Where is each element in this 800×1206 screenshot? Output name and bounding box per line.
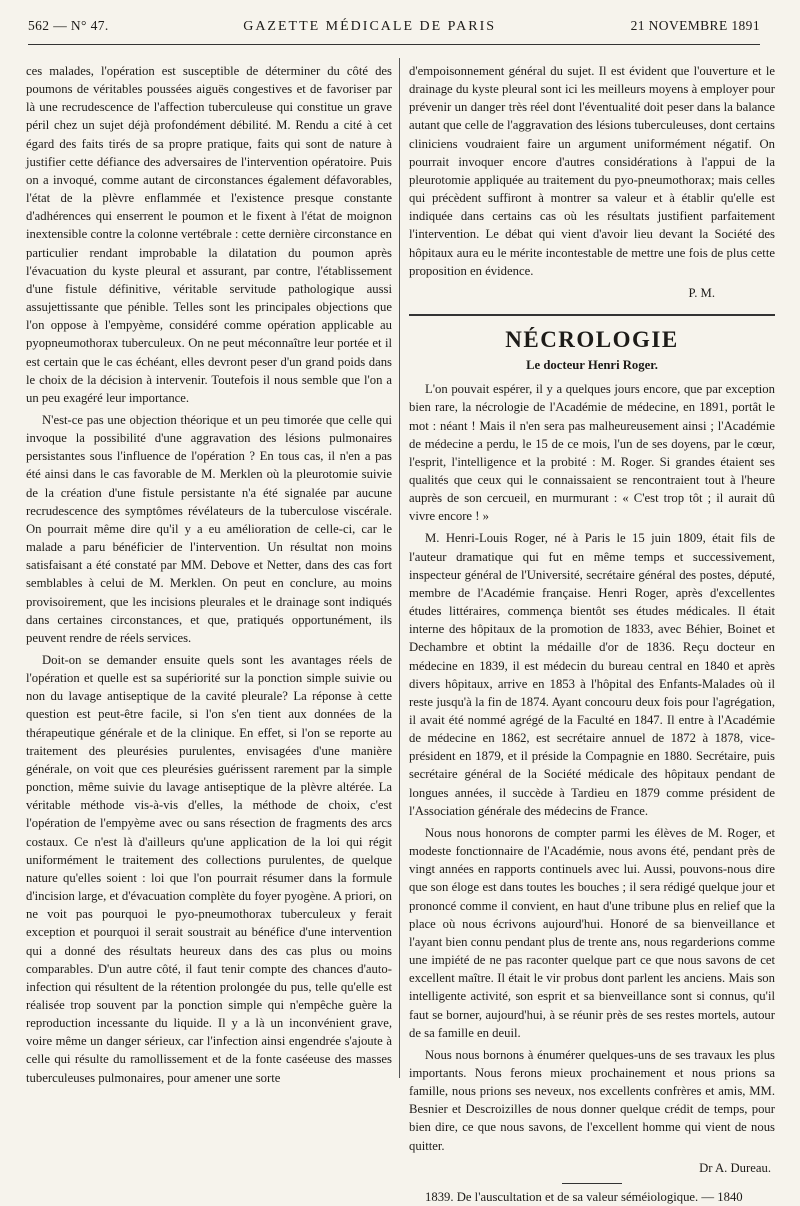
- paragraph: ces malades, l'opération est susceptible de déterminer du côté des poumons de véritables poussées aiguës congestives et de favoriser par là une recrudescence de l'affection tuberculeuse qui constitue un grave péril chez un sujet déjà profondément débilité. M. Rendu a cité à cet égard des faits tirés de sa propre pratique, faits qui sont de nature à justifier cette défiance des adversaires de l'intervention opératoire. Puis on a invoqué, comme autant de circonstances également défavorables, l'état de la plèvre enflammée et l'existence presque constante d'adhérences qui enserrent le poumon et le fixent à l'état de moignon inextensible contre la colonne vertébrale : cette dernière circonstance en particulier rendant improbable la dilatation du poumon après l'évacuation du kyste pleural et assurant, par contre, l'établissement d'une fistule définitive, véritable servitude pathologique aussi assujettissante que pénible. Telles sont les principales objections que l'on oppose à l'empyème, considéré comme opération applicable au pyopneumothorax tuberculeux. On ne peut méconnaître leur portée et il est certain que le cas échéant, elles devront peser d'un grand poids dans le choix de la décision à intervenir. Toutefois il nous semble que l'on a un peu exagéré leur importance.: [26, 64, 392, 405]
- short-rule: [562, 1183, 622, 1184]
- page-header: [28, 18, 760, 42]
- column-divider: [399, 58, 400, 1078]
- header-date: 21 NOVEMBRE 1891: [630, 18, 760, 33]
- paragraph: L'on pouvait espérer, il y a quelques jours encore, que par exception bien rare, la nécrologie de l'Académie de médecine, en 1891, portât le mot : néant ! Mais il n'en sera pas malheureusement ainsi ; l'Académie de médecine a perdu, le 15 de ce mois, l'un de ses doyens, par le cœur, l'esprit, l'intelligence et la probité : M. Roger. Si grandes étaient ses qualités que ceux qui le connaissaient se rencontraient tout à l'heure auprès de son cercueil, en murmurant : « C'est trop tôt ; il aurait dû vivre encore ! »: [409, 382, 775, 524]
- paragraph: Nous nous honorons de compter parmi les élèves de M. Roger, et modeste fonctionnaire de l'Académie, nous avons été, pendant près de vingt années en rapports continuels avec lui. Aussi, pouvons-nous dire que son éloge est dans toutes les bouches ; il sera rédigé quelque jour et prononcé comme il convient, en haut d'une tribune plus en relief que la place où nous écrivons aujourd'hui. Honoré de sa bienveillance et l'ayant bien connu pendant plus de trente ans, nous regarderions comme une impiété de ne pas raconter quelque part ce que nous savons de cet excellent maître. Il était le vir probus dont parlent les anciens. Mais son intelligente activité, son esprit et sa bienveillance sont si connus, qu'il faut se borner, aujourd'hui, à se réunir près de ses restes mortels, autour de sa famille en deuil.: [409, 825, 775, 1040]
- bibliography-line: 1839. De l'auscultation et de sa valeur séméiologique. — 1840: [425, 1189, 743, 1204]
- necrologie-subtitle: Le docteur Henri Roger.: [526, 358, 658, 373]
- paragraph: Doit-on se demander ensuite quels sont les avantages réels de l'opération et quelle est sa supériorité sur la ponction simple suivie ou non du lavage antiseptique de la cavité pleurale? La réponse à cette question est peut-être facile, si l'on s'en tient aux données de la thérapeutique générale et de la clinique. En effet, si l'on se reporte au traitement des pleurésies purulentes, envisagées d'une manière générale, on voit que ces pleurésies guérissent rarement par la simple ponction, même suivie du lavage antiseptique de la plèvre altérée. La véritable méthode vis-à-vis d'elles, la méthode de choix, c'est l'opération de l'empyème avec ou sans résection de fragments des arcs costaux. Ce n'est là d'ailleurs qu'une application de la loi qui régit uniformément le traitement des collections purulentes, de quelque nature qu'elles soient : loi que l'on pourrait résumer dans la formule d'incision large, et d'évacuation complète du foyer pyogène. A priori, on ne voit pas pourquoi le pyo-pneumothorax tuberculeux y ferait exception et pourquoi il serait soustrait au bénéfice d'une intervention qui a donné des résultats heureux dans des cas plus ou moins comparables. D'un autre côté, il faut tenir compte des chances d'auto-infection qui résultent de la rétention prolongée du pus, telle qu'elle est réalisée trop souvent par la ponction simple qui n'empêche guère la reproduction incessante du liquide. Il y a là un inconvénient grave, voire même un danger sérieux, car l'infection ainsi engendrée s'ajoute à celle qui résulte du ramollissement et de la fonte caséeuse des masses tuberculeuses pulmonaires, pour amener une sorte: [26, 653, 392, 1085]
- header-journal-title: GAZETTE MÉDICALE DE PARIS: [243, 19, 497, 34]
- section-rule: [409, 314, 775, 316]
- paragraph: N'est-ce pas une objection théorique et un peu timorée que celle qui invoque la possibilité d'une aggravation des lésions pulmonaires persistantes sous l'influence de l'opération ? En tous cas, il n'en a pas été ainsi dans le cas favorable de M. Merklen où la pleurotomie suivie de la création d'une fistule persistante n'a été signalée par aucune recrudescence des symptômes révélateurs de la tuberculose viscérale. On pourrait même dire qu'il y a eu amélioration de celle-ci, car le malade a paru bénéficier de l'intervention. Un résultat non moins satisfaisant a été constaté par MM. Debove et Netter, dans des cas fort semblables à celui de M. Merklen. On peut en conclure, au moins provisoirement, que les incisions pleurales et le drainage sont indiqués dans certaines circonstances, et que, pratiqués opportunément, ils peuvent rendre de réels services.: [26, 412, 392, 645]
- header-rule: [28, 44, 760, 45]
- left-column: [26, 62, 392, 1087]
- signature-pm: P. M.: [688, 285, 715, 300]
- header-page-number: 562 — N° 47.: [28, 18, 109, 33]
- author-signature: Dr A. Dureau.: [699, 1160, 771, 1175]
- necrologie-title: NÉCROLOGIE: [505, 327, 679, 353]
- paragraph: M. Henri-Louis Roger, né à Paris le 15 juin 1809, était fils de l'auteur dramatique qui fut en même temps et successivement, inspecteur général de l'Université, secrétaire général des postes, député, membre de l'Académie française. Henri Roger, après d'excellentes études littéraires, commença bientôt ses études médicales. Il était interne des hôpitaux de la promotion de 1833, avec Béhier, Boinet et Dechambre et obtint la médaille d'or de 1836. Reçu docteur en médecine en 1839, il est médecin du bureau central en 1840 et après divers hôpitaux, arrive en 1853 à l'hôpital des Enfants-Malades où il reste jusqu'à la fin de 1874. Ayant concouru deux fois pour l'agrégation, il avait été nommé agrégé de la Faculté en 1847. Il entre à l'Académie de médecine en 1862, est secrétaire annuel de 1872 à 1878, vice-président en 1879, et il préside la Compagnie en 1880. Secrétaire, puis secrétaire général de la Société médicale des hôpitaux pendant de longues années, il succède à Tardieu en 1879 comme président de l'Association générale des médecins de France.: [409, 531, 775, 818]
- paragraph: Nous nous bornons à énumérer quelques-uns de ses travaux les plus importants. Nous ferons mieux prochainement et nous prions sa famille, nous prions ses neveux, nos excellents confrères et amis, MM. Besnier et Descroizilles de nous donner quelque crédit de temps, pour bien dire, ce que nous savons, de l'excellent homme qui vient de nous quitter.: [409, 1047, 775, 1153]
- paragraph: d'empoisonnement général du sujet. Il est évident que l'ouverture et le drainage du kyste pleural sont ici les meilleurs moyens à employer pour prévenir un danger très réel dont l'éventualité doit peser dans la balance autant que celle de l'aggravation des lésions tuberculeuses, dont certains cliniciens voudraient faire un argument uniformément négatif. On pourrait invoquer encore d'autres considérations à l'appui de la pleurotomie appliquée au traitement du pyo-pneumothorax; mais celles qui précèdent suffiront à montrer sa valeur et à établir qu'elle est indiquée dans certains cas où les résultats justifient parfaitement l'intervention. Le débat qui vient d'avoir lieu devant la Société des hôpitaux aura eu le mérite incontestable de mettre une fois de plus cette proposition en évidence.: [409, 64, 775, 278]
- right-column: [409, 62, 775, 1206]
